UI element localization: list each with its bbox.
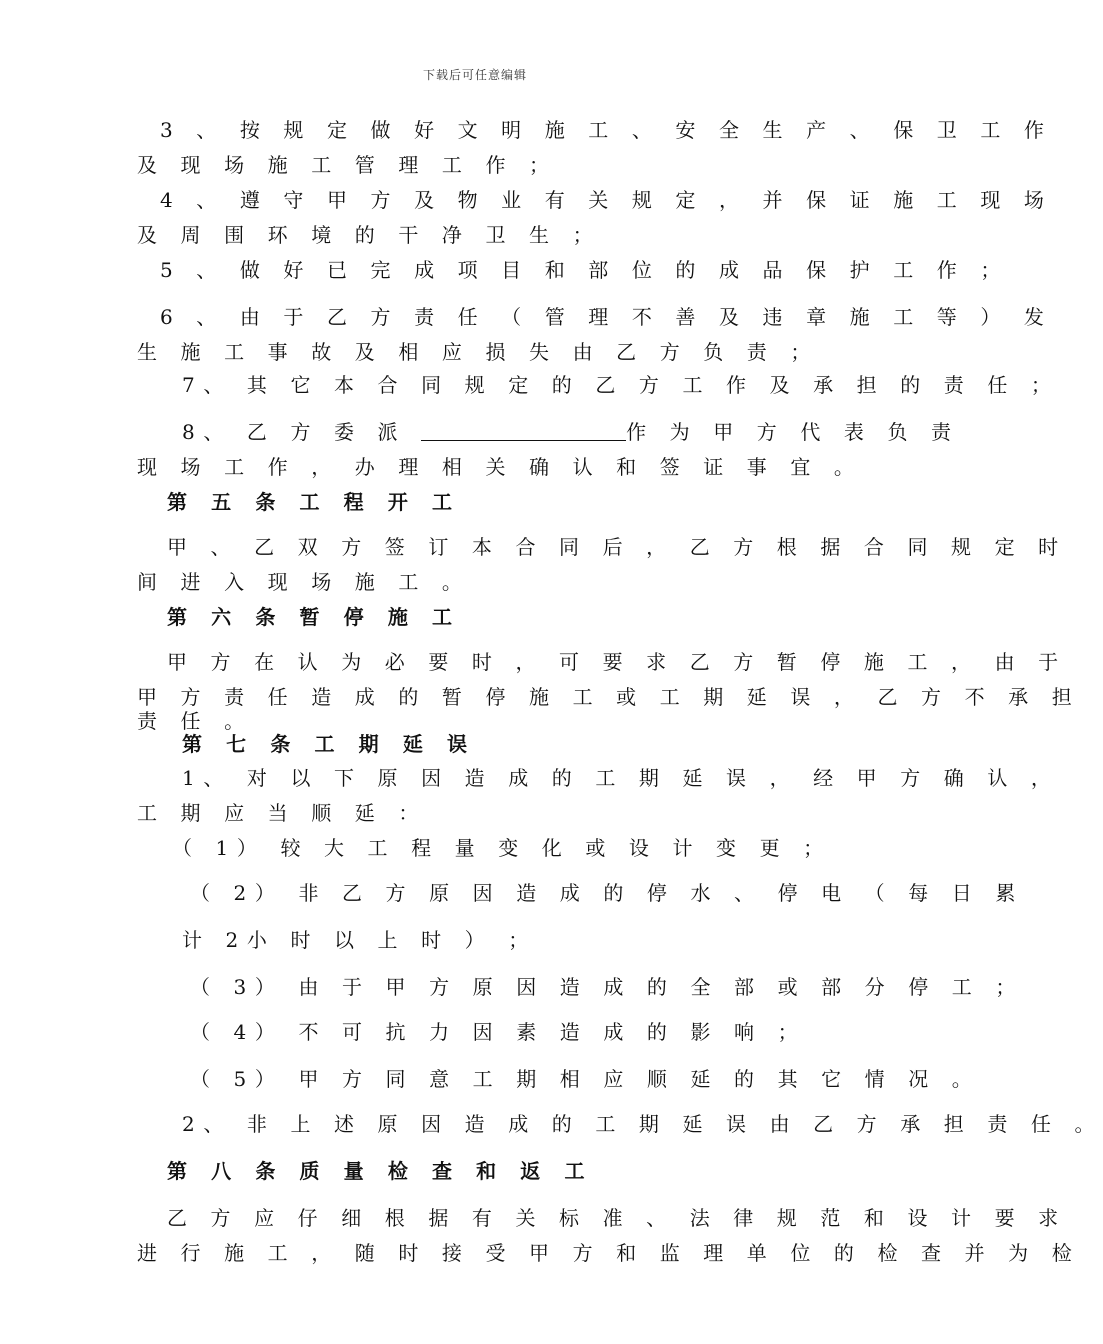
article-6-heading: 第 六 条 暂 停 施 工	[167, 605, 461, 629]
article-6-para-line-1: 甲 方 在 认 为 必 要 时 ， 可 要 求 乙 方 暂 停 施 工 ， 由 于	[167, 650, 1067, 674]
clause-8-line-1	[182, 420, 960, 444]
article-5-heading: 第 五 条 工 程 开 工	[167, 490, 461, 514]
clause-8-line-2: 现 场 工 作 ， 办 理 相 关 确 认 和 签 证 事 宜 。	[137, 455, 863, 479]
article-6-para-line-2: 甲 方 责 任 造 成 的 暂 停 施 工 或 工 期 延 误 ， 乙 方 不 承 担	[137, 685, 1081, 709]
article-5-para-line-2: 间 进 入 现 场 施 工 。	[137, 570, 471, 594]
clause-5-line: 5 、 做 好 已 完 成 项 目 和 部 位 的 成 品 保 护 工 作 ；	[160, 258, 1009, 282]
article-7-para-line-1: 1、 对 以 下 原 因 造 成 的 工 期 延 误 ， 经 甲 方 确 认 ，	[182, 766, 1060, 790]
clause-3-line-2: 及 现 场 施 工 管 理 工 作 ；	[137, 153, 558, 177]
article-7-para-2: 2、 非 上 述 原 因 造 成 的 工 期 延 误 由 乙 方 承 担 责 任 。	[182, 1112, 1103, 1136]
article-7-para-line-2: 工 期 应 当 顺 延 ：	[137, 801, 427, 825]
representative-blank	[421, 420, 626, 441]
article-5-para-line-1: 甲 、 乙 双 方 签 订 本 合 同 后 ， 乙 方 根 据 合 同 规 定 时	[167, 535, 1067, 559]
delay-item-1: （ 1） 较 大 工 程 量 变 化 或 设 计 变 更 ；	[172, 836, 832, 860]
article-8-para-line-1: 乙 方 应 仔 细 根 据 有 关 标 准 、 法 律 规 范 和 设 计 要 求	[167, 1206, 1067, 1230]
page-header: 下载后可任意编辑	[422, 68, 527, 82]
article-8-para-line-2: 进 行 施 工 ， 随 时 接 受 甲 方 和 监 理 单 位 的 检 查 并 为 检	[137, 1241, 1081, 1265]
clause-8-text-before-blank: 8、 乙 方 委 派	[182, 420, 422, 444]
clause-6-line-1: 6 、 由 于 乙 方 责 任 （ 管 理 不 善 及 违 章 施 工 等 ） 发	[160, 305, 1053, 329]
delay-item-4: （ 4） 不 可 抗 力 因 素 造 成 的 影 响 ；	[190, 1020, 807, 1044]
clause-4-line-1: 4 、 遵 守 甲 方 及 物 业 有 关 规 定 ， 并 保 证 施 工 现 场	[160, 188, 1053, 212]
delay-item-3: （ 3） 由 于 甲 方 原 因 造 成 的 全 部 或 部 分 停 工 ；	[190, 975, 1024, 999]
article-6-para-line-3: 责 任 。	[137, 709, 253, 733]
delay-item-2-line-2: 计 2小 时 以 上 时 ） ；	[182, 928, 537, 952]
clause-8-text-after-blank: 作 为 甲 方 代 表 负 责	[626, 420, 960, 444]
delay-item-5: （ 5） 甲 方 同 意 工 期 相 应 顺 延 的 其 它 情 况 。	[190, 1067, 981, 1091]
clause-6-line-2: 生 施 工 事 故 及 相 应 损 失 由 乙 方 负 责 ；	[137, 340, 819, 364]
clause-3-line-1: 3 、 按 规 定 做 好 文 明 施 工 、 安 全 生 产 、 保 卫 工 作	[160, 118, 1053, 142]
article-8-heading: 第 八 条 质 量 检 查 和 返 工	[167, 1159, 594, 1183]
article-7-heading: 第 七 条 工 期 延 误	[182, 732, 476, 756]
delay-item-2-line-1: （ 2） 非 乙 方 原 因 造 成 的 停 水 、 停 电 （ 每 日 累	[190, 881, 1024, 905]
clause-7-line: 7、 其 它 本 合 同 规 定 的 乙 方 工 作 及 承 担 的 责 任 ；	[182, 373, 1060, 397]
clause-4-line-2: 及 周 围 环 境 的 干 净 卫 生 ；	[137, 223, 602, 247]
